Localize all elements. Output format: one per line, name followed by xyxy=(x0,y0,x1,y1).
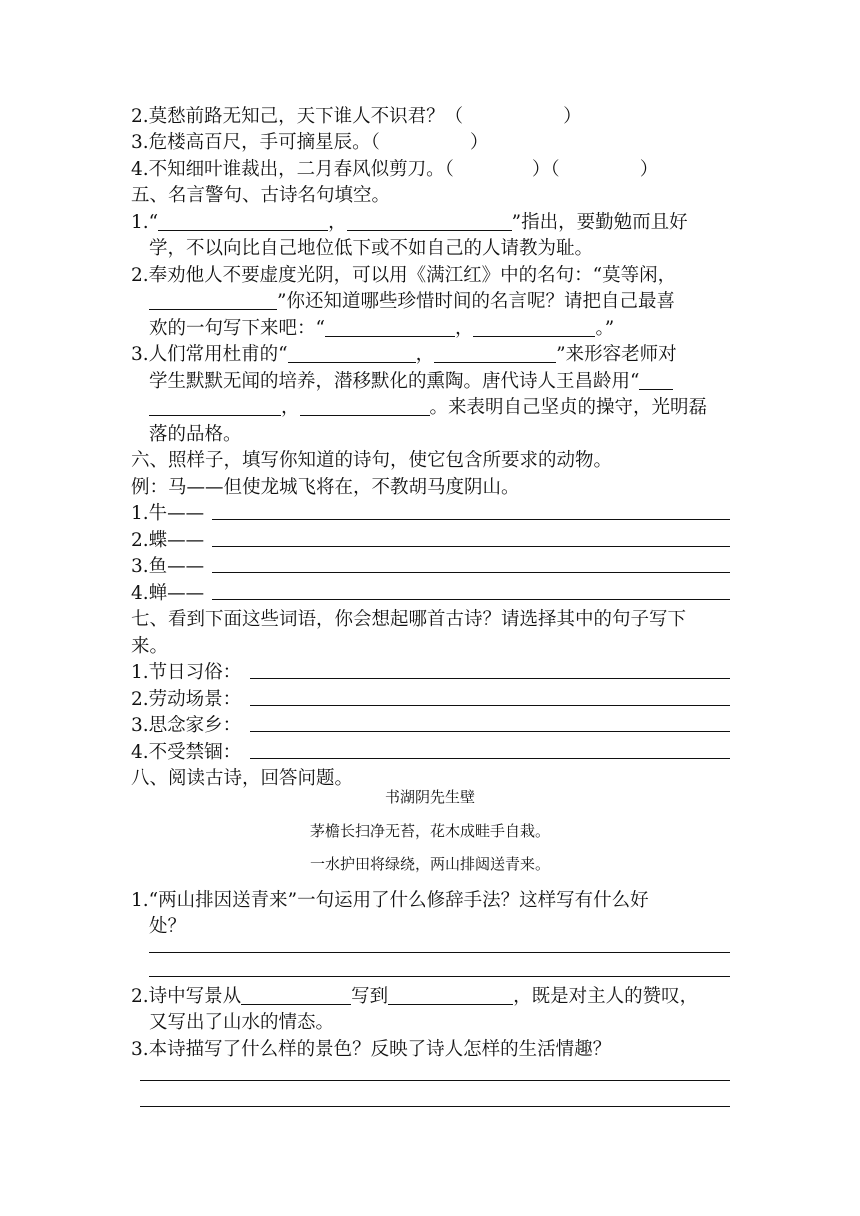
question-4-3: 3.危楼高百尺，手可摘星辰。（ ） xyxy=(131,132,489,153)
blank[interactable] xyxy=(149,291,277,310)
section-5-heading: 五、名言警句、古诗名句填空。 xyxy=(131,185,391,206)
question-4-4: 4.不知细叶谁裁出，二月春风似剪刀。（ ）（ ） xyxy=(131,159,659,180)
question-5-3-line2: 学生默默无闻的培养，潜移默化的熏陶。唐代诗人王昌龄用“ xyxy=(149,369,673,395)
question-5-3-line3: ， 。来表明自己坚贞的操守，光明磊 xyxy=(149,395,707,421)
answer-line[interactable] xyxy=(212,572,730,573)
blank[interactable] xyxy=(288,344,416,363)
question-8-2-line1: 2.诗中写景从 写到 ，既是对主人的赞叹， xyxy=(131,986,699,1007)
question-5-1-line2: 学，不以向比自己地位低下或不如自己的人请教为耻。 xyxy=(149,238,594,259)
poem-title: 书湖阴先生壁 xyxy=(384,788,475,806)
question-5-2-line1: 2.奉劝他人不要虚度光阴，可以用《满江红》中的名句：“莫等闲， xyxy=(131,265,677,286)
poem-line-1: 茅檐长扫净无苔，花木成畦手自栽。 xyxy=(309,822,550,840)
blank[interactable] xyxy=(434,344,556,363)
question-5-2-line2: ”你还知道哪些珍惜时间的名言呢？请把自己最喜 xyxy=(149,289,675,315)
topic-item-festival: 1.节日习俗： xyxy=(131,662,242,683)
blank[interactable] xyxy=(300,397,430,416)
answer-line[interactable] xyxy=(212,599,730,600)
question-5-3-line1: 3.人们常用杜甫的“ ， ”来形容老师对 xyxy=(131,344,677,365)
answer-line[interactable] xyxy=(250,678,730,679)
question-8-1-line1: 1.“两山排因送青来”一句运用了什么修辞手法？这样写有什么好 xyxy=(131,890,649,911)
topic-item-labor: 2.劳动场景： xyxy=(131,689,242,710)
blank[interactable] xyxy=(241,986,351,1005)
answer-line[interactable] xyxy=(250,705,730,706)
blank[interactable] xyxy=(325,318,455,337)
question-8-1-line2: 处？ xyxy=(149,916,187,937)
animal-item-cicada: 4.蝉—— xyxy=(131,583,205,604)
question-5-3-line4: 落的品格。 xyxy=(149,424,242,445)
poem-line-2: 一水护田将绿绕，两山排闼送青来。 xyxy=(309,855,550,873)
question-5-1-line1: 1.“ ， ”指出，要勤勉而且好 xyxy=(131,212,688,233)
blank[interactable] xyxy=(149,397,281,416)
answer-line[interactable] xyxy=(250,731,730,732)
question-4-2: 2.莫愁前路无知己，天下谁人不识君？（ ） xyxy=(131,106,582,127)
section-7-heading-line1: 七、看到下面这些词语，你会想起哪首古诗？请选择其中的句子写下 xyxy=(131,609,687,630)
topic-item-unrestrained: 4.不受禁锢： xyxy=(131,742,242,763)
section-6-heading: 六、照样子，填写你知道的诗句，使它包含所要求的动物。 xyxy=(131,450,613,471)
blank[interactable] xyxy=(388,986,513,1005)
animal-item-cow: 1.牛—— xyxy=(131,503,205,524)
answer-line[interactable] xyxy=(212,519,730,520)
answer-line[interactable] xyxy=(212,546,730,547)
blank[interactable] xyxy=(347,212,512,231)
answer-line[interactable] xyxy=(149,976,730,977)
question-8-3: 3.本诗描写了什么样的景色？反映了诗人怎样的生活情趣？ xyxy=(131,1039,612,1060)
blank[interactable] xyxy=(158,212,328,231)
question-5-2-line3: 欢的一句写下来吧：“ ， 。” xyxy=(149,318,615,339)
answer-line[interactable] xyxy=(149,952,730,953)
section-8-heading: 八、阅读古诗，回答问题。 xyxy=(131,768,354,789)
section-7-heading-line2: 来。 xyxy=(131,636,169,657)
blank[interactable] xyxy=(639,371,673,390)
animal-item-butterfly: 2.蝶—— xyxy=(131,530,205,551)
answer-line[interactable] xyxy=(140,1080,730,1081)
answer-line[interactable] xyxy=(140,1106,730,1107)
question-8-2-line2: 又写出了山水的情态。 xyxy=(149,1012,335,1033)
section-6-example: 例：马——但使龙城飞将在，不教胡马度阴山。 xyxy=(131,477,520,498)
topic-item-homesick: 3.思念家乡： xyxy=(131,715,242,736)
answer-line[interactable] xyxy=(250,758,730,759)
blank[interactable] xyxy=(473,318,595,337)
animal-item-fish: 3.鱼—— xyxy=(131,556,205,577)
